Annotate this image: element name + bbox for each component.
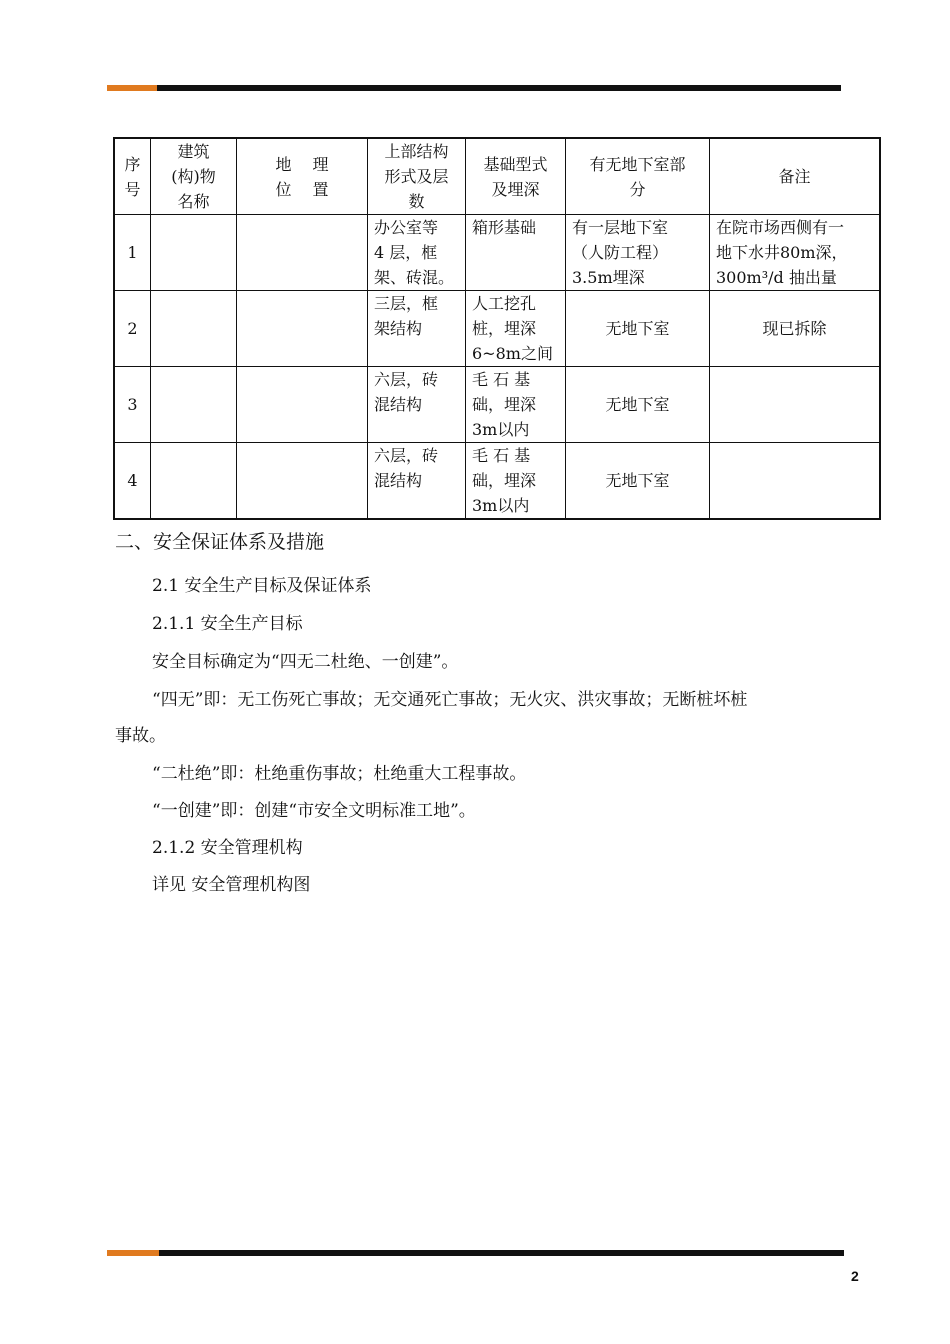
table-cell: 毛 石 基 础，埋深 3m以内 xyxy=(466,367,566,443)
table-cell: 有一层地下室 （人防工程） 3.5m埋深 xyxy=(566,215,710,291)
table-header-row xyxy=(114,138,880,215)
table-cell xyxy=(237,215,368,291)
subsection-heading: 2.1 安全生产目标及保证体系 xyxy=(152,576,372,596)
table-cell: 箱形基础 xyxy=(466,215,566,291)
table-cell: 无地下室 xyxy=(566,367,710,443)
table-row xyxy=(114,291,880,367)
table-row xyxy=(114,215,880,291)
table-cell: 2 xyxy=(114,291,151,367)
paragraph: “一创建”即：创建“市安全文明标准工地”。 xyxy=(152,801,476,821)
table-cell: 现已拆除 xyxy=(710,291,881,367)
header-cell: 序 号 xyxy=(114,138,151,215)
table-cell xyxy=(151,443,237,520)
table-cell xyxy=(237,367,368,443)
table-cell: 1 xyxy=(114,215,151,291)
header-cell: 地 理 位 置 xyxy=(237,138,368,215)
table-cell: 在院市场西侧有一 地下水井80m深， 300m³/d 抽出量 xyxy=(710,215,881,291)
table-row xyxy=(114,367,880,443)
header-cell: 建筑 (构)物 名称 xyxy=(151,138,237,215)
footer-rule xyxy=(107,1250,844,1256)
paragraph: 安全目标确定为“四无二杜绝、一创建”。 xyxy=(152,652,459,672)
table-cell: 无地下室 xyxy=(566,443,710,520)
table-cell xyxy=(151,367,237,443)
header-rule xyxy=(107,85,841,91)
table-cell: 人工挖孔 桩，埋深 6~8m之间 xyxy=(466,291,566,367)
header-cell: 基础型式 及埋深 xyxy=(466,138,566,215)
building-table xyxy=(113,137,881,520)
paragraph-continuation: 事故。 xyxy=(115,726,166,746)
table-cell: 毛 石 基 础，埋深 3m以内 xyxy=(466,443,566,520)
footer-rule-line xyxy=(159,1250,844,1256)
subsection-heading: 2.1.2 安全管理机构 xyxy=(152,838,303,858)
header-cell: 有无地下室部 分 xyxy=(566,138,710,215)
page-number: 2 xyxy=(851,1268,859,1284)
paragraph: “二杜绝”即：杜绝重伤事故；杜绝重大工程事故。 xyxy=(152,764,527,784)
section-title: 二、安全保证体系及措施 xyxy=(115,531,325,553)
table-cell: 三层，框 架结构 xyxy=(368,291,466,367)
header-rule-accent xyxy=(107,85,157,91)
table-cell xyxy=(710,443,881,520)
table-row xyxy=(114,443,880,520)
table-cell xyxy=(237,443,368,520)
table-cell xyxy=(237,291,368,367)
subsection-heading: 2.1.1 安全生产目标 xyxy=(152,614,303,634)
header-cell: 上部结构 形式及层 数 xyxy=(368,138,466,215)
header-cell: 备注 xyxy=(710,138,881,215)
table-cell xyxy=(151,215,237,291)
footer-rule-accent xyxy=(107,1250,159,1256)
paragraph: “四无”即：无工伤死亡事故；无交通死亡事故；无火灾、洪灾事故；无断桩坏桩 xyxy=(152,690,748,710)
table-cell: 无地下室 xyxy=(566,291,710,367)
table-cell: 六层，砖 混结构 xyxy=(368,443,466,520)
table-cell: 4 xyxy=(114,443,151,520)
table-cell: 3 xyxy=(114,367,151,443)
table-cell: 办公室等 4 层，框 架、砖混。 xyxy=(368,215,466,291)
header-rule-line xyxy=(157,85,841,91)
table-cell xyxy=(710,367,881,443)
table-cell xyxy=(151,291,237,367)
paragraph: 详见 安全管理机构图 xyxy=(152,875,311,895)
table-cell: 六层，砖 混结构 xyxy=(368,367,466,443)
